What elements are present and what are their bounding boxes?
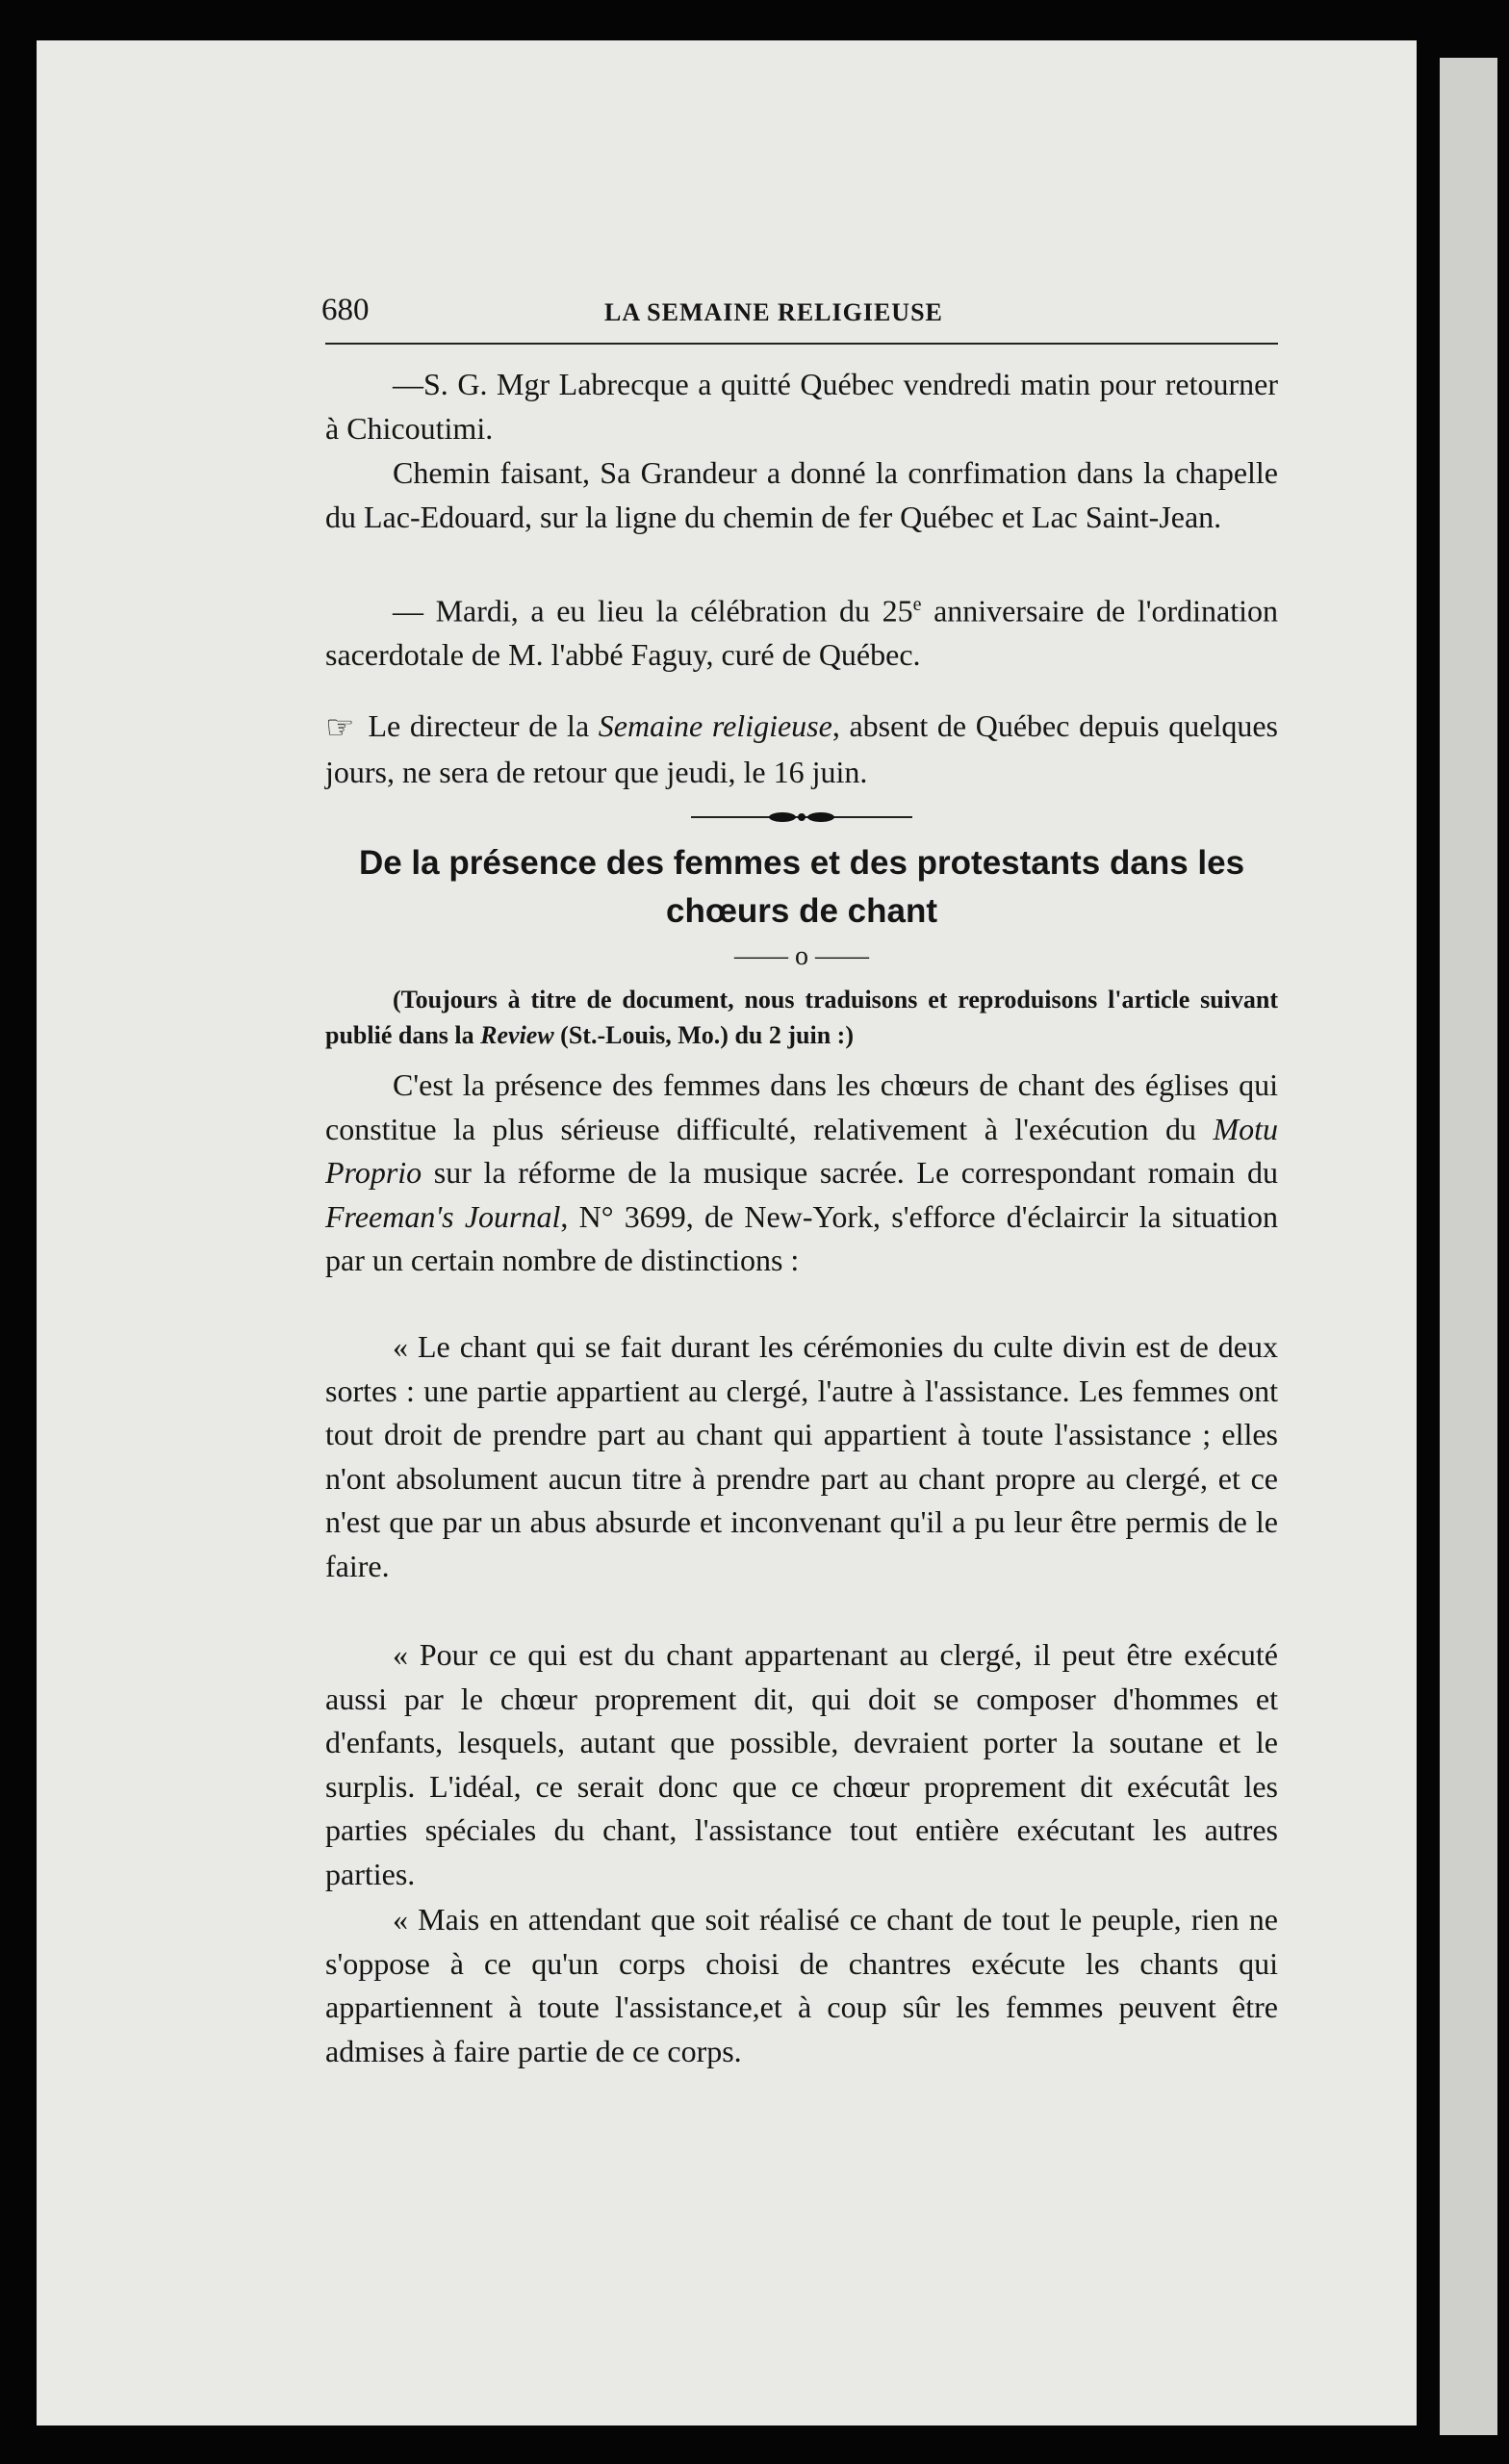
director-text-b: , absent de Québec depuis quelques jours, ne sera de retour que jeudi, le 16 juin. [325, 708, 1279, 789]
article-title: De la présence des femmes et des protestants dans les chœurs de chant [358, 844, 1245, 930]
body1-text-c: , N° 3699, de New-York, s'efforce d'éclaircir la situation par un certain nombre de distinctions : [325, 1198, 1279, 1277]
header-rule [325, 343, 1278, 345]
page-number: 680 [321, 293, 370, 327]
article-intro [325, 982, 1278, 1053]
intro-text-b: (St.-Louis, Mo.) du 2 juin :) [553, 1021, 854, 1049]
body1-italic-1: Motu Proprio [325, 1111, 1278, 1190]
adjacent-page-edge [1440, 58, 1497, 2435]
news-item-director [325, 705, 1278, 794]
anniversary-sup: e [912, 594, 922, 615]
body1-text-a: C'est la présence des femmes dans les chœurs de chant des églises qui constitue la plus sérieuse difficulté, relativement à l'exécution du [325, 1067, 1278, 1146]
ornament-divider [691, 810, 912, 824]
director-text-a: Le directeur de la [368, 708, 599, 743]
pointing-hand-icon: ☞ [325, 710, 355, 746]
title-separator: —— o —— [734, 941, 869, 971]
news-item-labrecque: —S. G. Mgr Labrecque a quitté Québec vendredi matin pour retourner à Chicoutimi. [325, 367, 1278, 446]
news-item-anniversary [325, 583, 1278, 678]
body1-italic-2: Freeman's Journal [325, 1198, 561, 1234]
scanned-page [37, 40, 1417, 2426]
anniversary-text-b: anniversaire de l'ordination sacerdotale de M. l'abbé Faguy, curé de Québec. [325, 593, 1278, 673]
article-paragraph-3: « Pour ce qui est du chant appartenant au clergé, il peut être exécuté aussi par le chœur proprement dit, qui doit se composer d'hommes et d'enfants, lesquels, autant que possible, devraient porter la soutane et le surplis. L'idéal, ce serait donc que ce chœur proprement dit exécutât les parties spéciales du chant, l'assistance tout entière exécutant les autres parties. [325, 1637, 1278, 1891]
anniversary-text-a: — Mardi, a eu lieu la célébration du 25 [393, 593, 913, 629]
article-paragraph-4: « Mais en attendant que soit réalisé ce chant de tout le peuple, rien ne s'oppose à ce qu'un corps choisi de chantres exécute les chants qui appartiennent à toute l'assistance,et à coup sûr les femmes peuvent être admises à faire partie de ce corps. [325, 1902, 1278, 2068]
intro-text-italic: Review [480, 1021, 554, 1049]
body1-text-b: sur la réforme de la musique sacrée. Le correspondant romain du [422, 1155, 1278, 1190]
article-paragraph-1 [325, 1064, 1278, 1283]
intro-text-a: (Toujours à titre de document, nous traduisons et reproduisons l'article suivant publié dans la [325, 986, 1278, 1049]
page-header [321, 250, 1278, 337]
article-paragraph-2: « Le chant qui se fait durant les cérémonies du culte divin est de deux sortes : une partie appartient au clergé, l'autre à l'assistance. Les femmes ont tout droit de prendre part au chant qui appartient à toute l'assistance ; elles n'ont absolument aucun titre à prendre part au chant propre au clergé, et ce n'est que par un abus absurde et inconvenant qu'il a pu leur être permis de le faire. [325, 1329, 1278, 1583]
news-item-confirmation: Chemin faisant, Sa Grandeur a donné la conrfimation dans la chapelle du Lac-Edouard, sur la ligne du chemin de fer Québec et Lac Saint-Jean. [325, 455, 1278, 534]
director-text-italic: Semaine religieuse [598, 708, 832, 743]
running-title: LA SEMAINE RELIGIEUSE [604, 298, 943, 326]
